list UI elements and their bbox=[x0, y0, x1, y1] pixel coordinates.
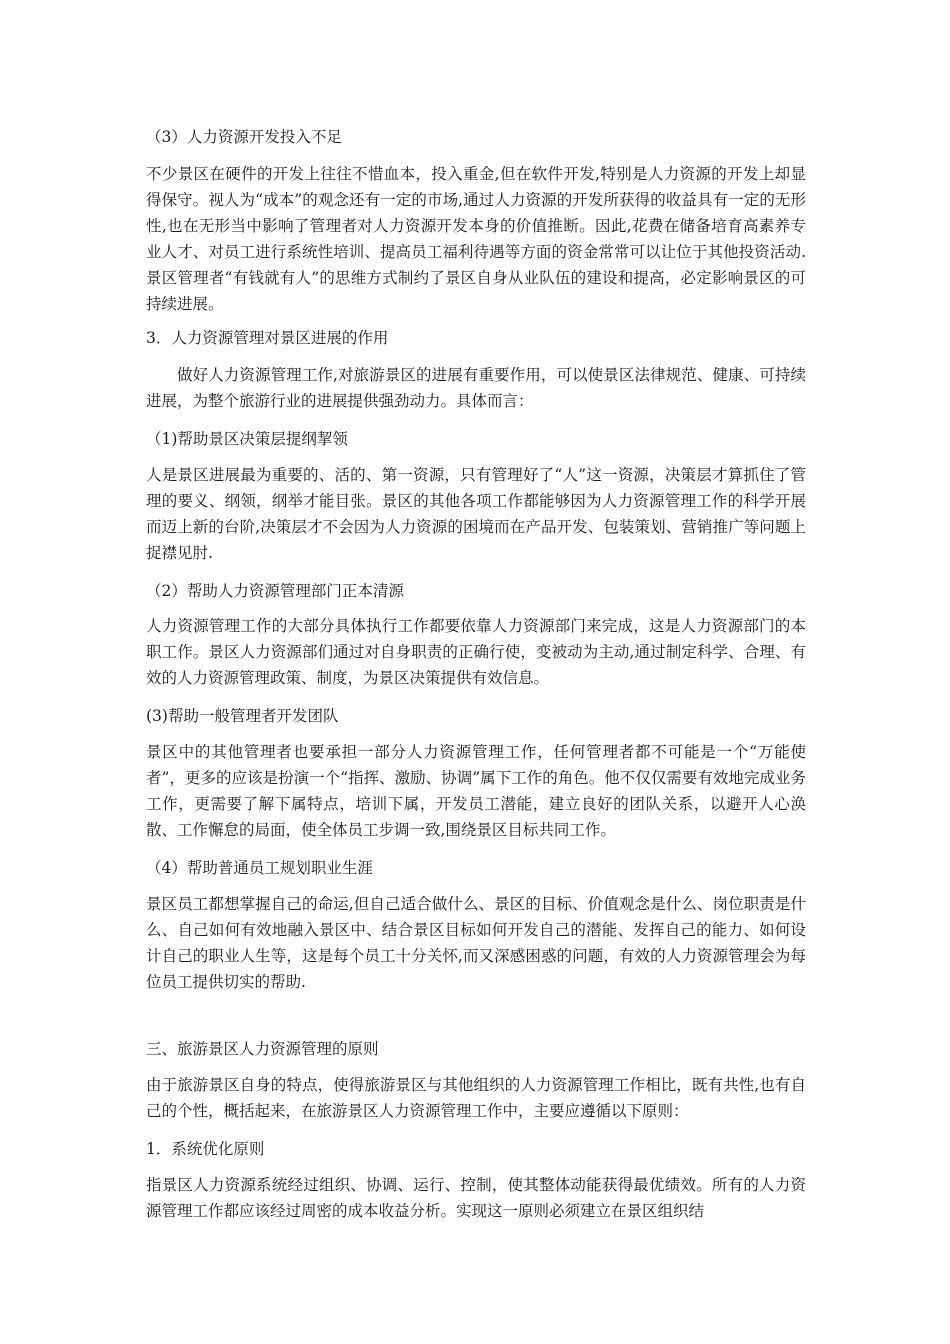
section-heading-role: 3．人力资源管理对景区进展的作用 bbox=[146, 329, 389, 347]
paragraph-hr-department: 人力资源管理工作的大部分具体执行工作都要依靠人力资源部门来完成，这是人力资源部门的本职工作。景区人力资源部们通过对自身职责的正确行使，变被动为主动,通过制定科学、合理、有效的人力资源管理政策、制度，为景区决策提供有效信息。 bbox=[146, 617, 806, 687]
paragraph-principles-intro: 由于旅游景区自身的特点，使得旅游景区与其他组织的人力资源管理工作相比，既有共性,也有自己的个性，概括起来，在旅游景区人力资源管理工作中，主要应遵循以下原则： bbox=[146, 1076, 806, 1120]
paragraph-decision-layer: 人是景区进展最为重要的、活的、第一资源，只有管理好了“人”这一资源，决策层才算抓住了管理的要义、纲领，纲举才能目张。景区的其他各项工作都能够因为人力资源管理工作的科学开展而迈上新的台阶,决策层才不会因为人力资源的困境而在产品开发、包装策划、营销推广等问题上捉襟见肘. bbox=[146, 466, 806, 562]
paragraph-system-optimization: 指景区人力资源系统经过组织、协调、运行、控制，使其整体动能获得最优绩效。所有的人力资源管理工作都应该经过周密的成本收益分析。实现这一原则必须建立在景区组织结 bbox=[146, 1176, 806, 1220]
section-heading-investment: （3）人力资源开发投入不足 bbox=[146, 128, 342, 146]
paragraph-role-intro: 做好人力资源管理工作,对旅游景区的进展有重要作用，可以使景区法律规范、健康、可持续进展，为整个旅游行业的进展提供强劲动力。具体而言： bbox=[146, 366, 806, 410]
subheading-career: （4）帮助普通员工规划职业生涯 bbox=[146, 859, 373, 877]
paragraph-career: 景区员工都想掌握自己的命运,但自己适合做什么、景区的目标、价值观念是什么、岗位职责是什么、自己如何有效地融入景区中、结合景区目标如何开发自己的潜能、发挥自己的能力、如何设计自己的职业人生等，这是每个员工十分关怀,而又深感困惑的问题，有效的人力资源管理会为每位员工提供切实的帮助. bbox=[146, 895, 806, 991]
subheading-system-optimization: 1．系统优化原则 bbox=[146, 1140, 265, 1158]
subheading-managers: (3)帮助一般管理者开发团队 bbox=[146, 707, 339, 725]
paragraph-investment: 不少景区在硬件的开发上往往不惜血本，投入重金,但在软件开发,特别是人力资源的开发上却显得保守。视人为“成本”的观念还有一定的市场,通过人力资源的开发所获得的收益具有一定的无形性,也在无形当中影响了管理者对人力资源开发本身的价值推断。因此,花费在储备培育高素养专业人才、对员工进行系统性培训、提高员工福利待遇等方面的资金常常可以让位于其他投资活动.景区管理者“有钱就有人”的思维方式制约了景区自身从业队伍的建设和提高，必定影响景区的可持续进展。 bbox=[146, 165, 806, 313]
paragraph-managers: 景区中的其他管理者也要承担一部分人力资源管理工作，任何管理者都不可能是一个“万能使者”，更多的应该是扮演一个“指挥、激励、协调”属下工作的角色。他不仅仅需要有效地完成业务工作，更需要了解下属特点，培训下属，开发员工潜能，建立良好的团队关系，以避开人心涣散、工作懈怠的局面，使全体员工步调一致,围绕景区目标共同工作。 bbox=[146, 743, 806, 839]
chapter-heading-principles: 三、旅游景区人力资源管理的原则 bbox=[146, 1040, 379, 1058]
subheading-decision-layer: （1)帮助景区决策层提纲挈领 bbox=[146, 430, 348, 448]
subheading-hr-department: （2）帮助人力资源管理部门正本清源 bbox=[146, 582, 404, 600]
